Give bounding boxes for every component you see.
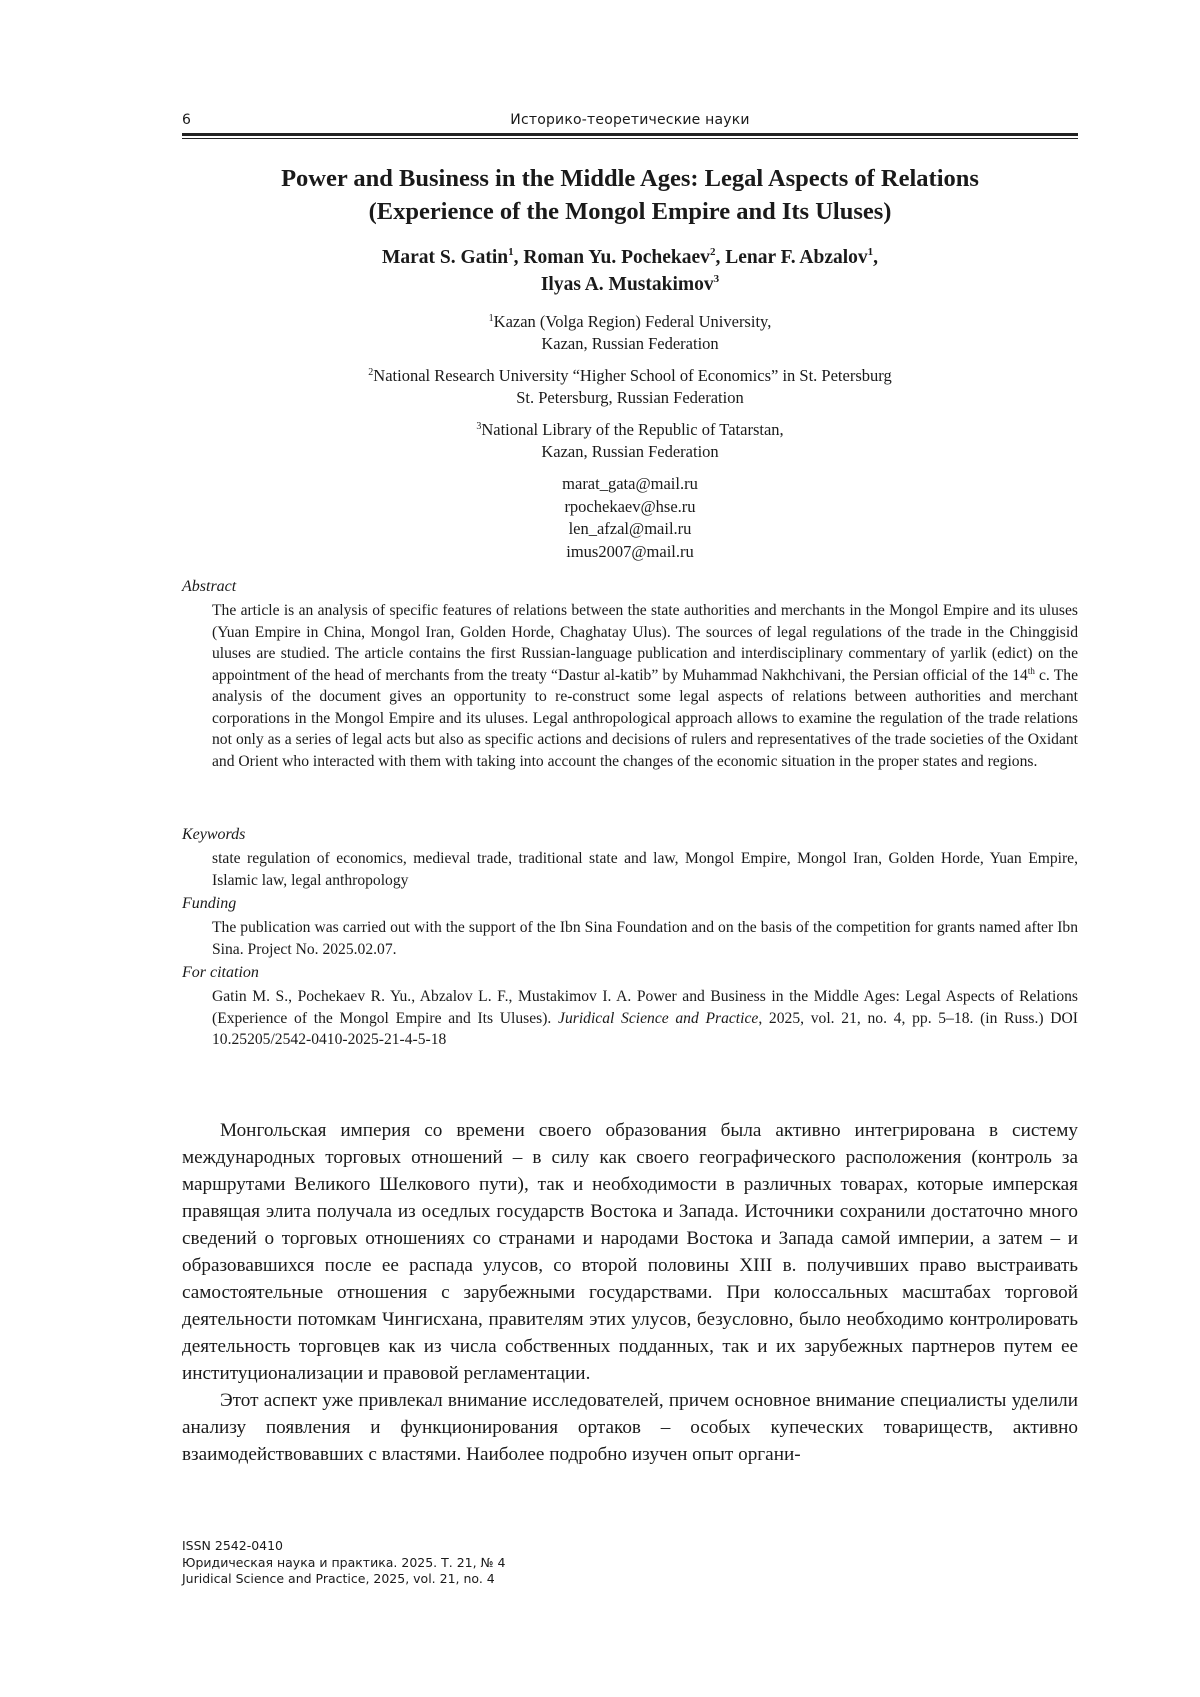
title-line-2: (Experience of the Mongol Empire and Its Uluses): [368, 198, 892, 225]
author-affiliation-mark: 1: [867, 246, 874, 258]
page-footer: [182, 1538, 505, 1588]
author-affiliation-mark: 3: [713, 273, 720, 285]
email-link[interactable]: len_afzal@mail.ru: [568, 519, 692, 538]
abstract-text-part: The article is an analysis of specific features of relations between the state authorities and merchants in the Mongol Empire and its uluses (Yuan Empire in China, Mongol Iran, Golden Horde, Chaghatay Ulus). The sources of legal regulations of the trade in the Chinggisid uluses are studied. The article contains the first Russian-language publication and interdisciplinary commentary of yarlik (edict) on the appointment of the head of merchants from the treaty “Dastur al-katib” by Muhammad Nakhchivani, the Persian official of the 14: [212, 602, 1078, 684]
section-title: Историко-теоретические науки: [510, 112, 750, 128]
affiliation-number: 1: [488, 313, 494, 324]
citation-text: [212, 986, 1078, 1051]
citation-text-part: , 2025, vol. 21, no. 4, pp. 5–18. (in Russ.) DOI 10.25205/2542-0410-2025-21-4-5-18: [212, 1009, 1079, 1048]
email-link[interactable]: imus2007@mail.ru: [566, 541, 694, 561]
citation-journal-name: Juridical Science and Practice: [558, 1009, 759, 1027]
affiliation-location: Kazan, Russian Federation: [541, 334, 719, 353]
running-head: [182, 110, 1078, 132]
article-title: [182, 162, 1078, 228]
ordinal-superscript: th: [1027, 665, 1035, 676]
affiliation-institution: Kazan (Volga Region) Federal University,: [493, 312, 772, 331]
affiliation-2: [182, 365, 1078, 409]
abstract-text-part: c. The analysis of the document gives an opportunity to re-construct some legal aspects of relations between authorities and merchant corporations in the Mongol Empire and its uluses. Legal anthropological approach allows to examine the regulation of the trade relations not only as a series of legal acts but also as specific actions and decisions of rulers and representatives of the trade societies of the Oxidant and Orient who interacted with them with taking into account the changes of the economic situation in the proper states and regions.: [212, 666, 1078, 770]
body-paragraph-2: Этот аспект уже привлекал внимание исследователей, причем основное внимание специалисты уделили анализу появления и функционирования ортаков – особых купеческих товариществ, активно взаимодействовавших с властями. Наиболее подробно изучен опыт органи-: [182, 1390, 1078, 1465]
affiliation-number: 3: [476, 421, 482, 432]
footer-issn: ISSN 2542-0410: [182, 1538, 284, 1553]
author-name: Roman Yu. Pochekaev: [523, 247, 710, 268]
affiliation-number: 2: [368, 367, 374, 378]
funding-text: The publication was carried out with the support of the Ibn Sina Foundation and on the basis of the competition for grants named after Ibn Sina. Project No. 2025.02.07.: [212, 919, 1078, 958]
author-name: Marat S. Gatin: [381, 247, 509, 268]
author-name: Lenar F. Abzalov: [725, 247, 868, 268]
author-affiliation-mark: 2: [709, 246, 716, 258]
citation-label: For citation: [182, 964, 259, 981]
keywords-text: state regulation of economics, medieval trade, traditional state and law, Mongol Empire, Mongol Iran, Golden Horde, Yuan Empire, Islamic law, legal anthropology: [212, 850, 1078, 889]
citation-text-part: Gatin M. S., Pochekaev R. Yu., Abzalov L. F., Mustakimov I. A. Power and Business in the Middle Ages: Legal Aspects of Relations (Experience of the Mongol Empire and Its Uluses).: [212, 988, 1078, 1027]
header-rule-thin: [182, 138, 1078, 139]
email-link[interactable]: marat_gata@mail.ru: [562, 474, 698, 493]
email-link[interactable]: rpochekaev@hse.ru: [564, 496, 696, 516]
author-name: Ilyas A. Mustakimov: [540, 274, 714, 295]
header-rule-thick: [182, 133, 1078, 136]
author-affiliation-mark: 1: [508, 246, 514, 258]
affiliation-institution: National Library of the Republic of Tatarstan,: [481, 420, 784, 439]
footer-journal-ru: Юридическая наука и практика. 2025. Т. 21, № 4: [182, 1554, 506, 1570]
affiliation-3: [182, 419, 1078, 463]
affiliation-1: [182, 311, 1078, 355]
page-number: 6: [182, 112, 191, 128]
funding-label: Funding: [182, 895, 237, 912]
keywords-label: Keywords: [182, 826, 246, 843]
title-line-1: Power and Business in the Middle Ages: Legal Aspects of Relations: [281, 165, 979, 192]
affiliation-institution: National Research University “Higher School of Economics” in St. Petersburg: [373, 366, 892, 385]
affiliation-location: Kazan, Russian Federation: [541, 442, 719, 461]
abstract-label: Abstract: [182, 578, 237, 595]
author-list: Marat S. Gatin$^1$, Roman Yu. Pochekaev$^2$, Lenar F. Abzalov$^1$, Ilyas A. Mustakimov$^3$: [381, 246, 879, 295]
article-body: [182, 1117, 1078, 1468]
author-emails: [182, 473, 1078, 563]
abstract-text: [212, 600, 1078, 772]
affiliation-location: St. Petersburg, Russian Federation: [516, 388, 744, 407]
footer-journal-en: Juridical Science and Practice, 2025, vol. 21, no. 4: [182, 1571, 495, 1586]
body-paragraph-1: Монгольская империя со времени своего образования была активно интегрирована в систему международных торговых отношений – в силу как своего географического расположения (контроль за маршрутами Великого Шелкового пути), так и необходимости в различных товарах, которые имперская правящая элита получала из оседлых государств Востока и Запада. Источники сохранили достаточно много сведений о торговых отношениях со странами и народами Востока и Запада самой империи, а затем – и образовавшихся после ее распада улусов, со второй половины XIII в. получивших право выстраивать самостоятельные отношения с зарубежными государствами. При колоссальных масштабах торговой деятельности потомкам Чингисхана, правителям этих улусов, безусловно, было необходимо контролировать деятельность торговцев как из числа собственных подданных, так и их зарубежных партнеров путем ее институционализации и правовой регламентации.: [182, 1120, 1078, 1384]
